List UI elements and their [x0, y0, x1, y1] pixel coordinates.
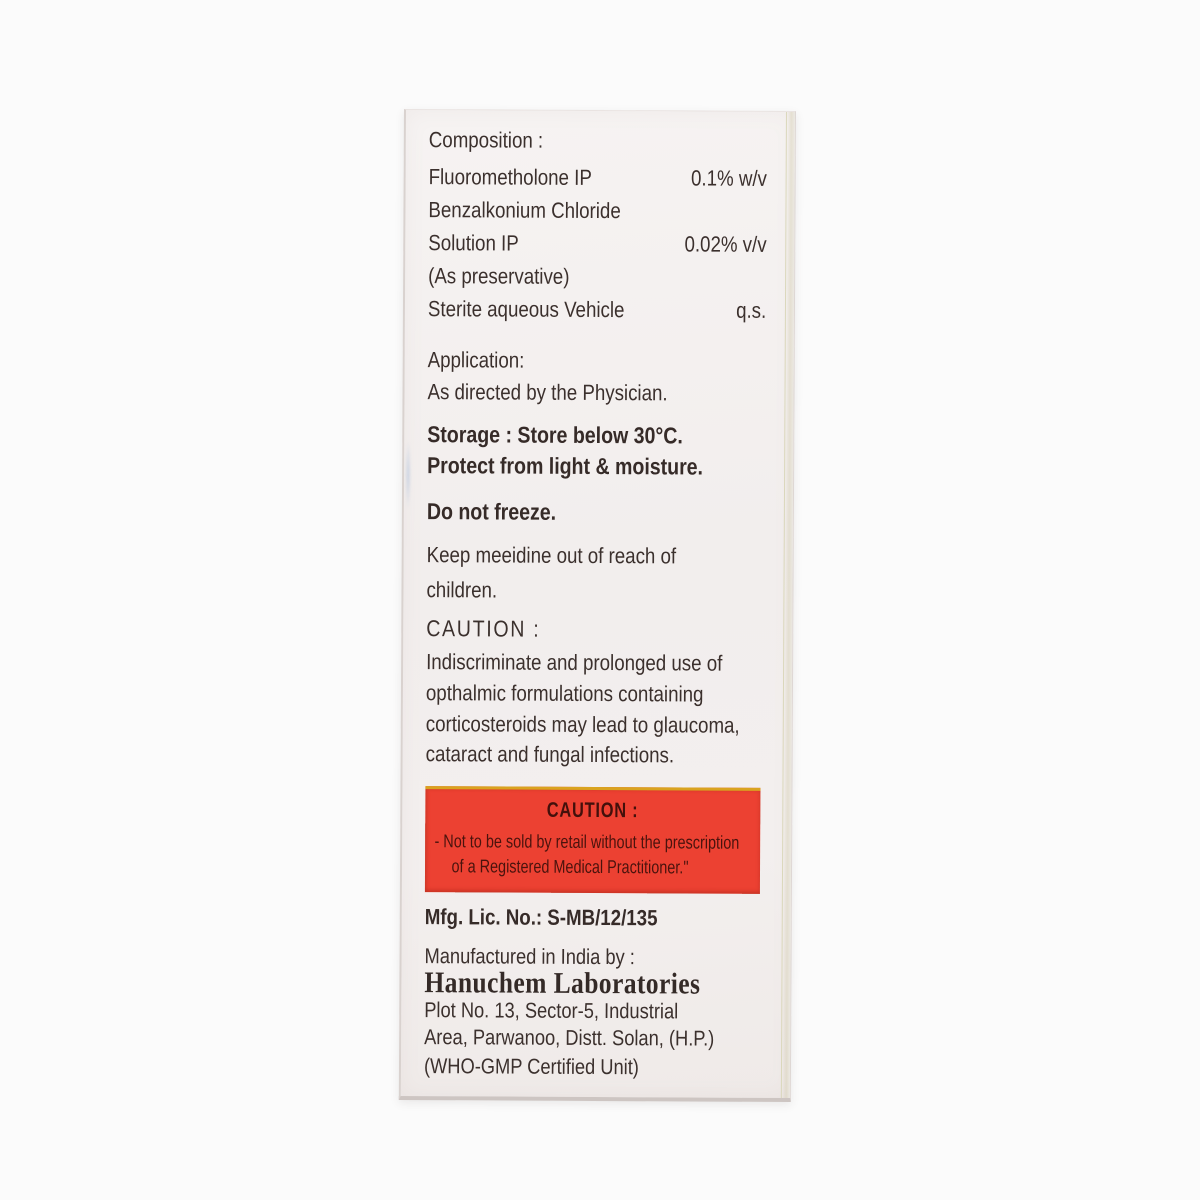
warning-box-line2: of a Registered Medical Practitioner." [451, 855, 689, 878]
composition-heading: Composition : [428, 127, 544, 153]
ink-smudge [405, 440, 411, 510]
gmp-certification: (WHO-GMP Certified Unit) [423, 1054, 639, 1080]
manufacturer-name: Hanuchem Laboratories [424, 966, 701, 1001]
prescription-warning-text [425, 789, 760, 879]
ingredient-name: (As preservative) [428, 263, 570, 289]
ingredient-name: Solution IP [428, 230, 519, 256]
caution-heading: CAUTION : [426, 615, 541, 642]
keep-away-line1: Keep meeidine out of reach of [426, 542, 677, 569]
keep-away-line2: children. [426, 577, 498, 603]
label-text-block [424, 110, 767, 1098]
caution-text-line: cataract and fungal infections. [425, 741, 675, 768]
manufacturer-address-line1: Plot No. 13, Sector-5, Industrial [424, 998, 679, 1024]
warning-box-line1: - Not to be sold by retail without the prescription [434, 830, 740, 853]
manufacturer-address-line2: Area, Parwanoo, Distt. Solan, (H.P.) [424, 1025, 715, 1051]
caution-text-line: Indiscriminate and prolonged use of [426, 649, 723, 676]
composition-row [429, 165, 767, 191]
composition-row [428, 264, 766, 290]
application-text: As directed by the Physician. [427, 379, 668, 406]
medicine-carton-back-panel [399, 109, 796, 1102]
warning-box-heading: CAUTION : [546, 798, 639, 823]
caution-text-line: corticosteroids may lead to glaucoma, [425, 711, 740, 738]
prescription-warning-box [425, 786, 761, 894]
ingredient-strength: 0.02% v/v [684, 231, 767, 257]
ingredient-strength: 0.1% w/v [691, 165, 768, 191]
composition-row [428, 198, 766, 224]
application-heading: Application: [427, 347, 525, 373]
caution-text-line: opthalmic formulations containing [425, 680, 704, 707]
storage-line1: Storage : Store below 30°C. [427, 421, 683, 449]
composition-row [428, 231, 766, 257]
storage-line2: Protect from light & moisture. [427, 452, 704, 480]
ingredient-name: Fluorometholone IP [428, 164, 592, 190]
manufacturer-intro: Manufactured in India by : [424, 944, 635, 970]
mfg-licence-number: Mfg. Lic. No.: S-MB/12/135 [424, 904, 658, 931]
freeze-notice: Do not freeze. [426, 498, 557, 525]
ingredient-strength: q.s. [736, 297, 767, 323]
ingredient-name: Benzalkonium Chloride [428, 197, 621, 224]
ingredient-name: Sterite aqueous Vehicle [427, 296, 625, 323]
composition-row [428, 297, 766, 323]
carton-side-edge [781, 112, 795, 1098]
